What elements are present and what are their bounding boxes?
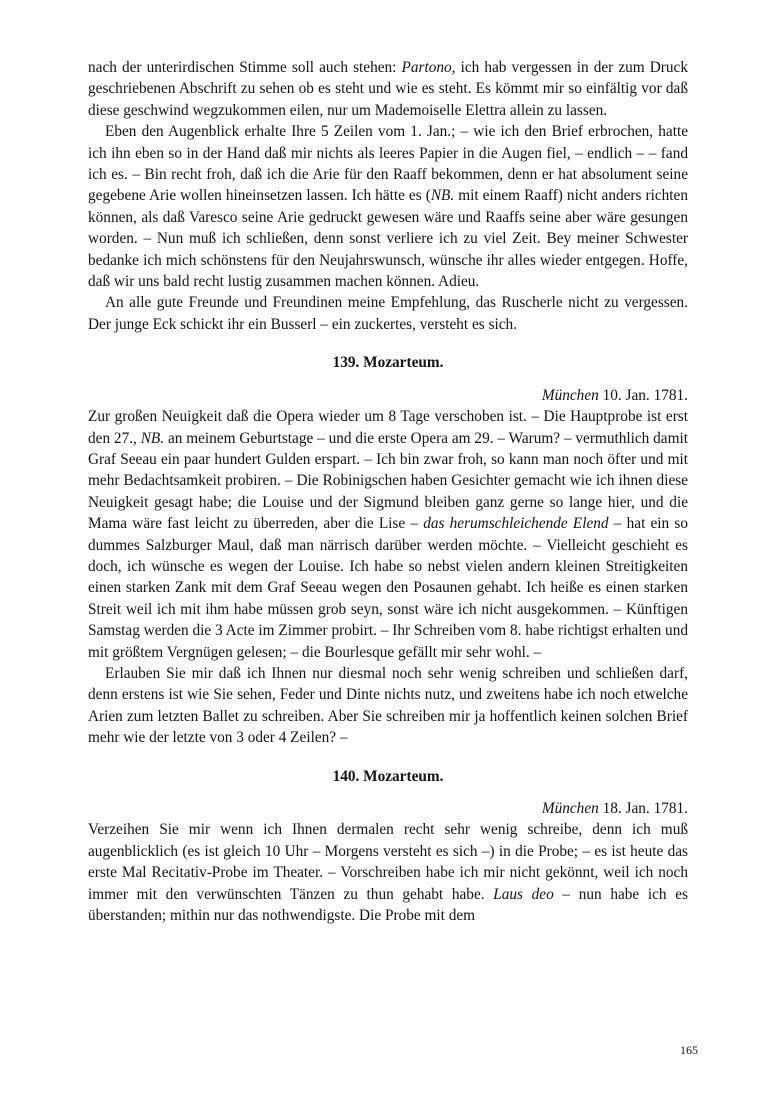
text-run: nach der unterirdischen Stimme soll auch stehen: [88, 59, 402, 76]
text-run: mit einem Raaff) nicht anders richten können, als daß Varesco seine Arie gedruckt gewesen wäre und Raaffs seine aber wäre gesungen worden. – Nun muß ich schließen, denn sonst verliere ich zu viel Zeit. Bey meiner Schwester bedanke ich mich schönstens für den Neujahrswunsch, wünsche ihr alles wieder entgegen. Hoffe, daß wir uns bald recht lustig zusammen machen können. Adieu. [88, 187, 688, 291]
section-heading [88, 766, 688, 787]
text-run: München [541, 386, 599, 404]
dateline [88, 798, 688, 819]
text-run: Zur großen Neuigkeit daß die Opera wieder um 8 Tage verschoben ist. – Die Hauptprobe ist erst den 27., [88, 408, 688, 447]
dateline [88, 385, 688, 406]
document-body [88, 57, 688, 926]
text-run: An alle gute Freunde und Freundinen meine Empfehlung, das Ruscherle nicht zu vergessen. Der junge Eck schickt ihr ein Busserl – ein zuckertes, versteht es sich. [88, 294, 688, 333]
paragraph [88, 292, 688, 335]
text-run: 140. Mozarteum. [332, 767, 444, 785]
text-run: Verzeihen Sie mir wenn ich Ihnen dermalen recht sehr wenig schreibe, denn ich muß augenblicklich (es ist gleich 10 Uhr – Morgens versteht es sich –) in die Probe; – es ist heute das erste Mal Recitativ-Probe im Theater. – Vorschreiben habe ich mir nicht gekönnt, weil ich noch immer mit den verwünschten Tänzen zu thun gehabt habe. [88, 821, 688, 903]
text-run: NB. [140, 429, 165, 447]
text-run: München [541, 800, 599, 817]
text-run: Erlauben Sie mir daß ich Ihnen nur diesmal noch sehr wenig schreiben und schließen darf, denn erstens ist wie Sie sehen, Feder und Dinte nichts nutz, und zweitens habe ich noch etwelche Arien zum letzten Ballet zu schreiben. Aber Sie schreiben mir ja hoffentlich keinen solchen Brief mehr wie der letzte von 3 oder 4 Zeilen? – [88, 664, 688, 747]
paragraph [88, 57, 688, 121]
paragraph [88, 406, 688, 663]
paragraph [88, 663, 688, 749]
paragraph [88, 819, 688, 926]
text-run: NB. [430, 187, 455, 205]
text-run: Laus deo [493, 885, 554, 903]
section-heading [88, 352, 688, 373]
text-run: an meinem Geburtstage – und die erste Opera am 29. – Warum? – vermuthlich damit Graf Seeau ein paar hundert Gulden erspart. – Ich bin zwar froh, so kann man noch öfter und mit mehr Bedachtsamkeit probiren. – Die Robinigschen haben Gesichter gemacht wie ich ihnen diese Neuigkeit gesagt habe; die Louise und der Sigmund bleiben ganz gerne so lange hier, und die Mama wäre fast leicht zu überreden, aber die Lise – [88, 429, 688, 533]
text-run: 18. Jan. 1781. [598, 800, 688, 817]
text-run: 139. Mozarteum. [332, 354, 444, 372]
text-run: 10. Jan. 1781. [598, 386, 688, 404]
paragraph [88, 121, 688, 292]
text-run: ich hab vergessen in der zum Druck geschriebenen Abschrift zu sehen ob es steht und wie es steht. Es kömmt mir so einfältig vor daß diese geschwind wegzukommen eilen, nur um Mademoiselle Elettra allein zu lassen. [88, 59, 688, 119]
page-number: 165 [680, 1043, 698, 1057]
text-run: Eben den Augenblick erhalte Ihre 5 Zeilen vom 1. Jan.; – wie ich den Brief erbrochen, hatte ich ihn eben so in der Hand daß mir nichts als leeres Papier in die Augen fiel, – endlich – – fand ich es. – Bin recht froh, daß ich die Arie für den Raaff bekommen, denn er hat absolument seine gegebene Arie wollen hineinsetzen lassen. Ich hätte es ( [88, 123, 688, 205]
text-run: das herumschleichende Elend [423, 515, 609, 533]
text-run: – nun habe ich es überstanden; mithin nur das nothwendigste. Die Probe mit dem [88, 885, 688, 925]
text-run: Partono, [401, 59, 456, 76]
text-run: – hat ein so dummes Salzburger Maul, daß man närrisch darüber werden möchte. – Vielleicht geschieht es doch, ich wünsche es wegen der Louise. Ich habe so nebst vielen andern kleinen Streitigkeiten einen starken Zank mit dem Graf Seeau wegen den Posaunen gehabt. Ich heiße es einen starken Streit weil ich mit ihm habe müssen grob seyn, sonst wäre ich nicht ausgekommen. – Künftigen Samstag werden die 3 Acte im Zimmer probirt. – Ihr Schreiben vom 8. habe richtigst erhalten und mit größtem Vergnügen gelesen; – die Bourlesque gefällt mir sehr wohl. – [88, 515, 688, 661]
